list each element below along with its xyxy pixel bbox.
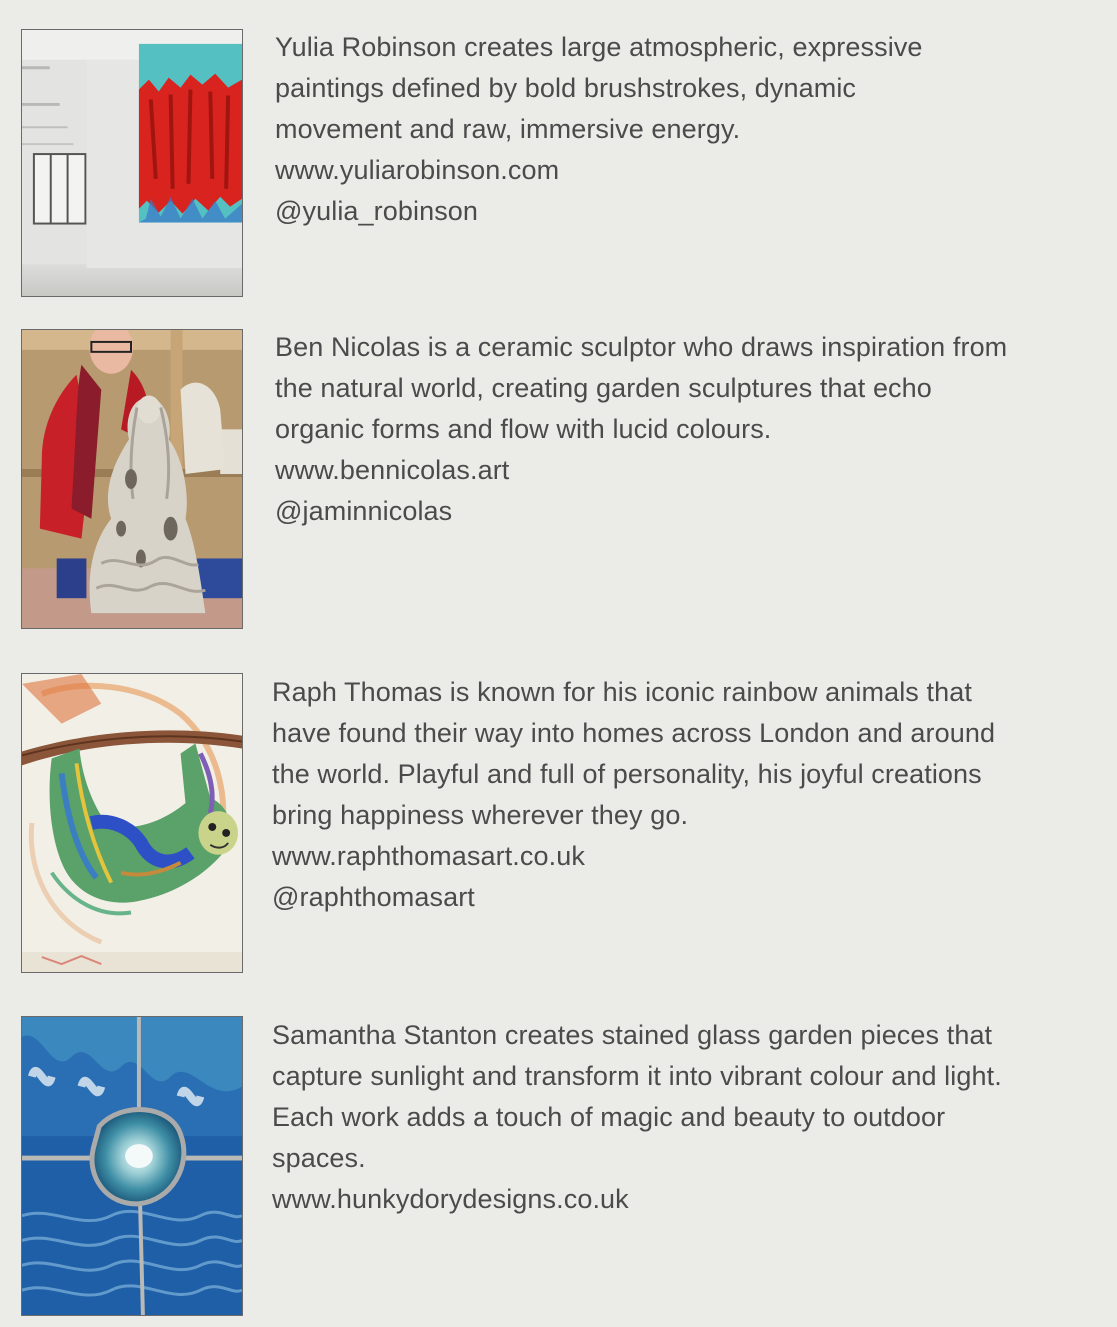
instagram-handle[interactable]: @jaminnicolas bbox=[275, 496, 453, 526]
description-line: Yulia Robinson creates large atmospheric, expressive bbox=[275, 32, 923, 62]
website-link[interactable]: www.yuliarobinson.com bbox=[275, 155, 560, 185]
artist-description-ben bbox=[275, 327, 1007, 532]
artist-description-yulia bbox=[275, 27, 923, 232]
description-line: Samantha Stanton creates stained glass garden pieces that bbox=[272, 1020, 993, 1050]
rainbow-sloth-image bbox=[21, 673, 243, 973]
instagram-handle[interactable]: @raphthomasart bbox=[272, 882, 475, 912]
artist-description-raph bbox=[272, 672, 995, 918]
description-line: bring happiness wherever they go. bbox=[272, 800, 689, 830]
description-line: capture sunlight and transform it into vibrant colour and light. bbox=[272, 1061, 1002, 1091]
description-line: organic forms and flow with lucid colours. bbox=[275, 414, 772, 444]
artist-description-samantha bbox=[272, 1015, 1002, 1220]
description-line: Ben Nicolas is a ceramic sculptor who draws inspiration from bbox=[275, 332, 1008, 362]
description-line: spaces. bbox=[272, 1143, 366, 1173]
gallery-painting-image bbox=[21, 29, 243, 297]
description-line: movement and raw, immersive energy. bbox=[275, 114, 741, 144]
description-line: Raph Thomas is known for his iconic rainbow animals that bbox=[272, 677, 972, 707]
stained-glass-image bbox=[21, 1016, 243, 1316]
instagram-handle[interactable]: @yulia_robinson bbox=[275, 196, 479, 226]
website-link[interactable]: www.hunkydorydesigns.co.uk bbox=[272, 1184, 629, 1214]
website-link[interactable]: www.raphthomasart.co.uk bbox=[272, 841, 585, 871]
description-line: paintings defined by bold brushstrokes, dynamic bbox=[275, 73, 857, 103]
description-line: have found their way into homes across London and around bbox=[272, 718, 996, 748]
website-link[interactable]: www.bennicolas.art bbox=[275, 455, 510, 485]
ceramic-sculptor-image bbox=[21, 329, 243, 629]
description-line: Each work adds a touch of magic and beauty to outdoor bbox=[272, 1102, 946, 1132]
description-line: the natural world, creating garden sculptures that echo bbox=[275, 373, 932, 403]
description-line: the world. Playful and full of personality, his joyful creations bbox=[272, 759, 982, 789]
